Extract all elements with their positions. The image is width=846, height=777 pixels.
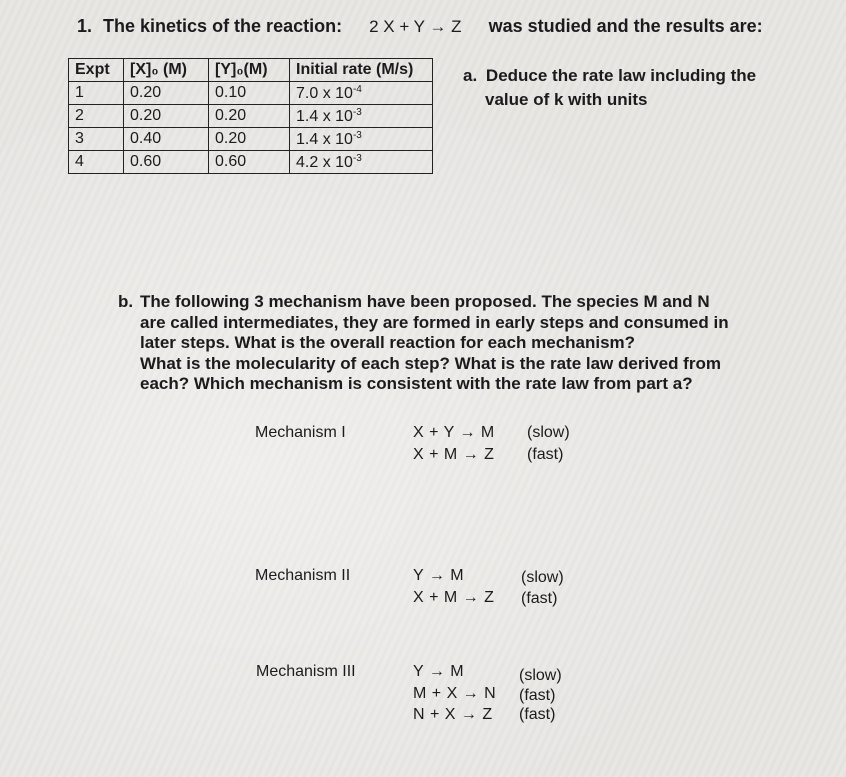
- cell-x0: 0.20: [124, 105, 209, 128]
- part-b-line: What is the molecularity of each step? What is the rate law derived from: [140, 353, 721, 373]
- mechanism-2-label: Mechanism II: [255, 567, 351, 584]
- mechanism-3-step-1-speed: (slow): [519, 667, 562, 684]
- cell-expt: 2: [69, 105, 124, 128]
- cell-y0: 0.60: [209, 151, 290, 174]
- question-outro: was studied and the results are:: [488, 16, 763, 36]
- mechanism-3-step-1: Y → M: [413, 663, 465, 680]
- mechanism-2-step-1-speed: (slow): [521, 569, 564, 586]
- part-b-line: each? Which mechanism is consistent with the rate law from part a?: [140, 374, 693, 393]
- part-b: [118, 292, 133, 313]
- cell-rate: [290, 82, 433, 105]
- kinetics-data-table: [68, 58, 433, 174]
- mechanism-1-step-2-speed: (fast): [527, 446, 564, 463]
- part-a-line-1: [463, 66, 756, 87]
- mechanism-2-step-2: X + M → Z: [413, 589, 495, 606]
- rate-mantissa: 4.2 x 10: [296, 153, 353, 171]
- mechanism-1-label: Mechanism I: [255, 424, 346, 441]
- cell-y0: 0.20: [209, 105, 290, 128]
- cell-expt: 3: [69, 128, 124, 151]
- cell-rate: [290, 128, 433, 151]
- rate-mantissa: 1.4 x 10: [296, 130, 353, 148]
- rate-mantissa: 7.0 x 10: [296, 84, 353, 102]
- part-b-label: b.: [118, 292, 134, 311]
- table-header-row: [69, 59, 433, 82]
- table-row: [69, 82, 433, 105]
- cell-x0: 0.20: [124, 82, 209, 105]
- cell-x0: 0.60: [124, 151, 209, 174]
- part-a-text-2: value of k with units: [485, 89, 648, 109]
- mechanism-3-step-3: N + X → Z: [413, 706, 493, 723]
- rate-exponent: -3: [352, 152, 362, 164]
- cell-y0: 0.20: [209, 128, 290, 151]
- col-header-x0: [X]₀ (M): [124, 59, 209, 82]
- mechanism-2-step-2-speed: (fast): [521, 590, 558, 607]
- cell-y0: 0.10: [209, 82, 290, 105]
- cell-rate: [290, 105, 433, 128]
- mechanism-1-step-1-speed: (slow): [527, 424, 570, 441]
- mechanism-3-step-2-speed: (fast): [519, 687, 556, 704]
- part-b-line: The following 3 mechanism have been proposed. The species M and N: [140, 292, 710, 311]
- cell-expt: 4: [69, 151, 124, 174]
- mechanism-3-step-3-speed: (fast): [519, 706, 556, 723]
- col-header-expt: Expt: [69, 59, 124, 82]
- question-number: 1.: [77, 16, 93, 36]
- rate-mantissa: 1.4 x 10: [296, 107, 353, 125]
- part-a: [463, 66, 756, 110]
- rate-exponent: -3: [352, 106, 362, 118]
- cell-expt: 1: [69, 82, 124, 105]
- part-b-line: are called intermediates, they are formed in early steps and consumed in: [140, 312, 729, 332]
- mechanism-2-step-1: Y → M: [413, 567, 465, 584]
- rate-exponent: -3: [352, 129, 362, 141]
- part-a-text-1: Deduce the rate law including the: [485, 66, 757, 85]
- part-b-body: [140, 292, 729, 395]
- question-header: [77, 16, 763, 37]
- mechanism-3-step-2: M + X → N: [413, 685, 497, 702]
- mechanism-1-step-1: X + Y → M: [413, 424, 495, 441]
- part-b-line: later steps. What is the overall reaction for each mechanism?: [140, 333, 636, 352]
- col-header-y0: [Y]₀(M): [209, 59, 290, 82]
- table-row: [69, 151, 433, 174]
- cell-rate: [290, 151, 433, 174]
- col-header-rate: Initial rate (M/s): [290, 59, 433, 82]
- reaction-equation: 2 X + Y → Z: [369, 17, 462, 36]
- mechanism-3-label: Mechanism III: [256, 663, 356, 680]
- question-intro: The kinetics of the reaction:: [103, 16, 343, 36]
- part-a-label: a.: [463, 66, 478, 85]
- cell-x0: 0.40: [124, 128, 209, 151]
- table-row: [69, 105, 433, 128]
- rate-exponent: -4: [352, 83, 362, 95]
- mechanism-1-step-2: X + M → Z: [413, 446, 495, 463]
- table-row: [69, 128, 433, 151]
